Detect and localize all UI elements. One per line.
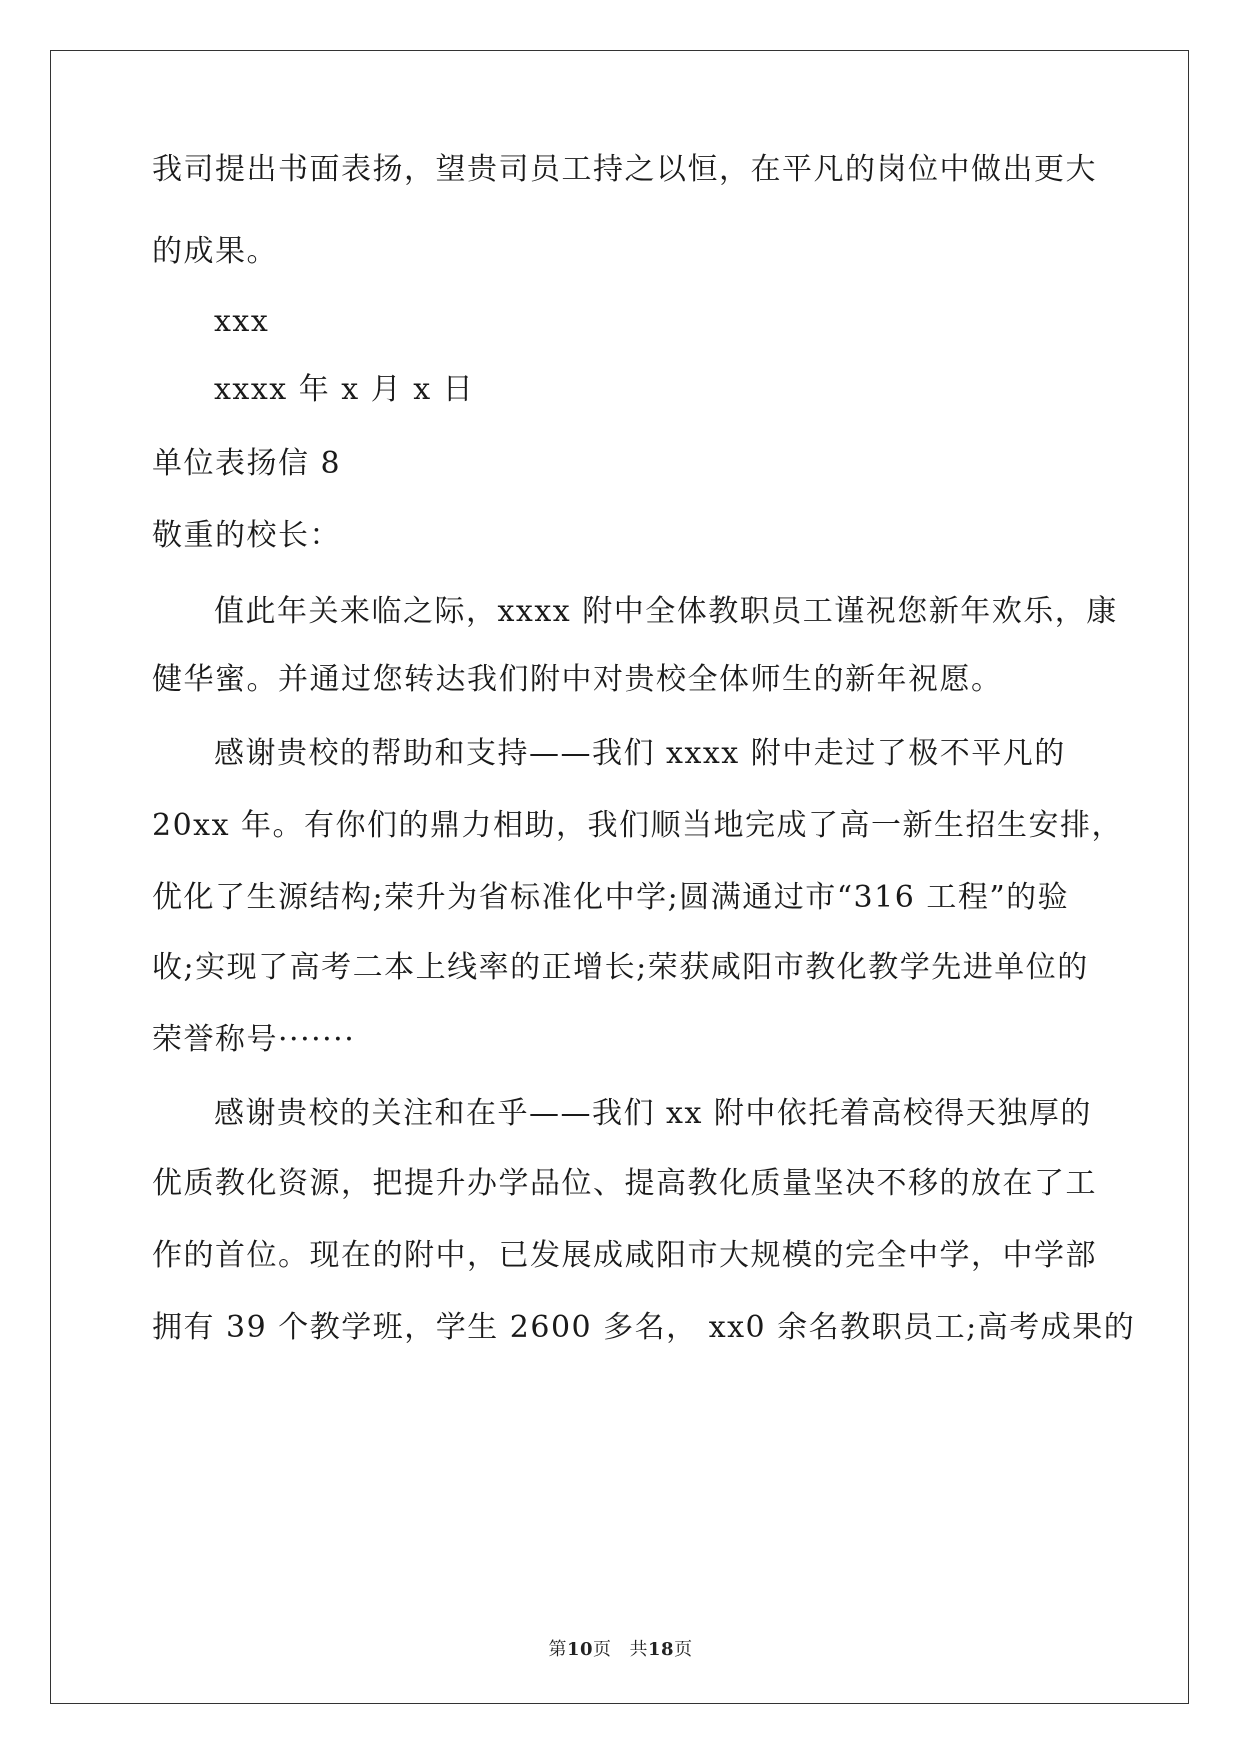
body-line: 感谢贵校的关注和在乎——我们 xx 附中依托着高校得天独厚的 xyxy=(214,1096,1092,1131)
total-suffix: 页 xyxy=(674,1639,693,1660)
page-footer xyxy=(0,1639,1241,1661)
letter-heading: 单位表扬信 8 xyxy=(152,446,342,481)
body-line: 收;实现了高考二本上线率的正增长;荣获咸阳市教化教学先进单位的 xyxy=(152,950,1089,985)
salutation: 敬重的校长： xyxy=(152,518,341,553)
body-line: 优化了生源结构;荣升为省标准化中学;圆满通过市“316 工程”的验 xyxy=(152,880,1070,915)
body-line: 感谢贵校的帮助和支持——我们 xxxx 附中走过了极不平凡的 xyxy=(214,736,1066,771)
body-line: 拥有 39 个教学班，学生 2600 多名， xx0 余名教职员工;高考成果的 xyxy=(152,1310,1136,1345)
page-total: 18 xyxy=(648,1639,675,1660)
signature-name: xxx xyxy=(214,304,270,339)
body-line: 20xx 年。有你们的鼎力相助，我们顺当地完成了高一新生招生安排， xyxy=(152,808,1124,843)
page-number: 10 xyxy=(566,1639,593,1660)
body-line: 的成果。 xyxy=(152,234,278,269)
page-border xyxy=(50,50,1189,1704)
body-line: 荣誉称号······· xyxy=(152,1022,356,1057)
body-line: 优质教化资源，把提升办学品位、提高教化质量坚决不移的放在了工 xyxy=(152,1166,1097,1201)
body-line: 值此年关来临之际，xxxx 附中全体教职员工谨祝您新年欢乐，康 xyxy=(214,594,1118,629)
body-line: 我司提出书面表扬，望贵司员工持之以恒，在平凡的岗位中做出更大 xyxy=(152,152,1097,187)
body-line: 作的首位。现在的附中，已发展成咸阳市大规模的完全中学，中学部 xyxy=(152,1238,1097,1273)
page-suffix: 页 xyxy=(593,1639,612,1660)
page-prefix: 第 xyxy=(548,1639,567,1660)
total-prefix: 共 xyxy=(629,1639,648,1660)
body-line: 健华蜜。并通过您转达我们附中对贵校全体师生的新年祝愿。 xyxy=(152,662,1003,697)
signature-date: xxxx 年 x 月 x 日 xyxy=(214,372,475,407)
